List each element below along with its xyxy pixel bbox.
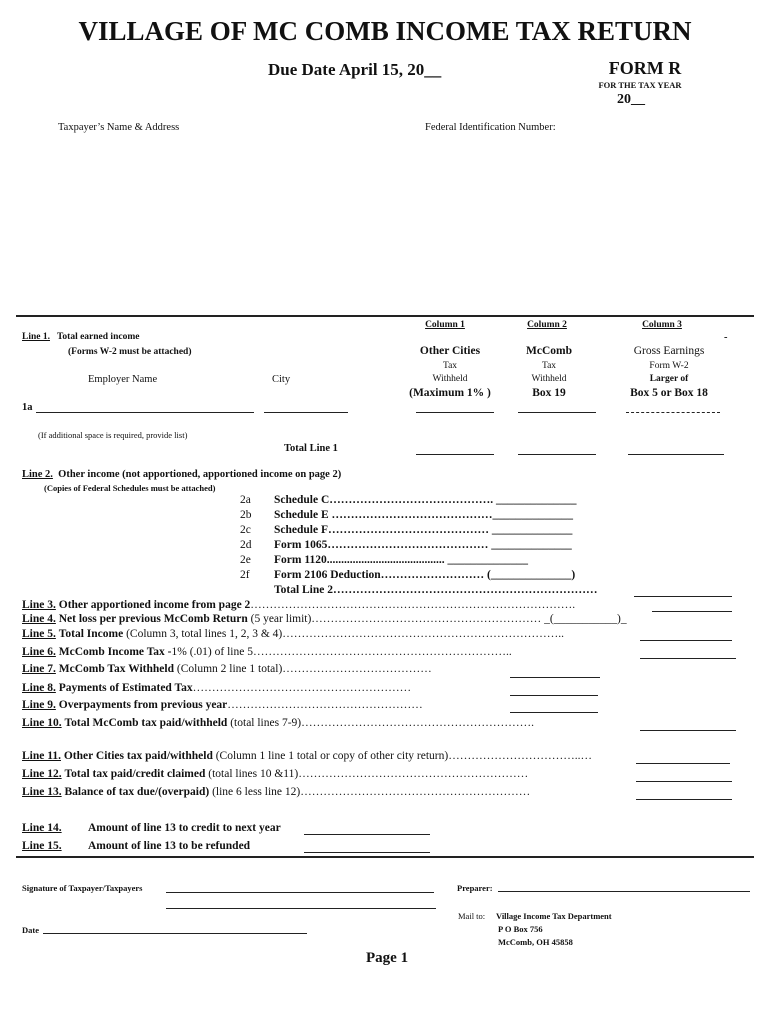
separator-top [16, 315, 754, 317]
line-7-text: McComb Tax Withheld [58, 663, 174, 675]
line-4-text: Net loss per previous McComb Return [58, 613, 248, 625]
line-2b-text[interactable]: Schedule E ……………………………………______________ [274, 509, 574, 521]
line-6-field[interactable] [640, 658, 736, 659]
line-4-label: Line 4. [22, 613, 56, 625]
line-15-label: Line 15. [22, 840, 62, 852]
line-7-row [22, 663, 432, 675]
mail-to-box: P O Box 756 [498, 924, 543, 934]
mail-to-name: Village Income Tax Department [496, 911, 612, 921]
column-3-title: Gross Earnings [633, 345, 705, 357]
line-12-rest: (total lines 10 &11)…………………………………………………… [205, 768, 529, 780]
line-9-rest: …………………………………………… [227, 699, 423, 711]
fein-label: Federal Identification Number: [425, 122, 556, 133]
date-label: Date [22, 925, 39, 935]
line-14-field[interactable] [304, 834, 430, 835]
total-line-1-col3[interactable] [628, 454, 724, 455]
column-3-sub2: Larger of [649, 374, 689, 384]
line-12-text: Total tax paid/credit claimed [64, 768, 206, 780]
column-1-1a-field[interactable] [416, 412, 494, 413]
line-8-row [22, 682, 411, 694]
taxpayer-name-address-label: Taxpayer’s Name & Address [58, 122, 180, 133]
mail-to-city: McComb, OH 45858 [498, 937, 573, 947]
signature-field-2[interactable] [166, 908, 436, 909]
page-number: Page 1 [366, 950, 409, 966]
line-1-row [22, 332, 139, 342]
form-title: VILLAGE OF MC COMB INCOME TAX RETURN [78, 16, 692, 46]
line-2c-text[interactable]: Schedule F…………………………………… ______________ [274, 524, 573, 536]
column-3-heading: Column 3 [642, 320, 682, 330]
line-10-label: Line 10. [22, 717, 62, 729]
due-date: Due Date April 15, 20__ [268, 60, 442, 79]
form-name: FORM R [608, 58, 682, 78]
line-8-rest: ………………………………………………… [192, 682, 412, 694]
line-10-rest: (total lines 7-9)……………………………………………………. [227, 717, 534, 729]
line-10-field[interactable] [640, 730, 736, 731]
line-1-note: (Forms W-2 must be attached) [68, 347, 192, 357]
line-2a-code: 2a [240, 494, 251, 506]
employer-name-field[interactable] [36, 412, 254, 413]
line-2f-code: 2f [240, 569, 250, 581]
line-5-row [22, 628, 564, 640]
column-1-heading: Column 1 [425, 320, 465, 330]
column-3-sub1: Form W-2 [649, 361, 689, 371]
line-3-row [22, 599, 575, 611]
line-14-text: Amount of line 13 to credit to next year [88, 822, 281, 834]
line-11-rest: (Column 1 line 1 total or copy of other city return)……………………………..… [212, 750, 592, 762]
line-11-field[interactable] [636, 763, 730, 764]
column-1-sub2: Withheld [432, 374, 468, 384]
line-9-label: Line 9. [22, 699, 56, 711]
line-2a-text[interactable]: Schedule C……………………………………. ______________ [274, 494, 577, 506]
column-1-sub1: Tax [442, 361, 458, 371]
line-15-field[interactable] [304, 852, 430, 853]
line-5-label: Line 5. [22, 628, 56, 640]
line-12-row [22, 768, 528, 780]
line-5-rest: (Column 3, total lines 1, 2, 3 & 4)……………………………………………………………….. [123, 628, 565, 640]
line-4-row [22, 613, 627, 625]
column-2-title: McComb [526, 345, 572, 357]
column-2-heading: Column 2 [527, 320, 567, 330]
line-9-text: Overpayments from previous year [58, 699, 228, 711]
line-14-label: Line 14. [22, 822, 62, 834]
preparer-label: Preparer: [457, 883, 493, 893]
line-12-label: Line 12. [22, 768, 62, 780]
line-3-text: Other apportioned income from page 2 [58, 599, 251, 611]
line-7-field[interactable] [510, 677, 600, 678]
column-2-sub3: Box 19 [532, 387, 566, 399]
employer-name-label: Employer Name [88, 374, 158, 385]
line-11-text: Other Cities tax paid/withheld [63, 750, 213, 762]
row-1a-label: 1a [22, 402, 33, 413]
additional-space-note: (If additional space is required, provide list) [38, 430, 188, 440]
total-line-1-col2[interactable] [518, 454, 596, 455]
line-2f-text[interactable]: Form 2106 Deduction……………………… (______________) [274, 569, 576, 581]
column-3-sub3: Box 5 or Box 18 [630, 387, 708, 399]
line-13-text: Balance of tax due/(overpaid) [64, 786, 210, 798]
line-12-field[interactable] [636, 781, 732, 782]
line-8-label: Line 8. [22, 682, 56, 694]
line-9-field[interactable] [510, 712, 598, 713]
date-field[interactable] [43, 933, 307, 934]
line-8-text: Payments of Estimated Tax [58, 682, 193, 694]
line-2-text: Other income (not apportioned, apportioned income on page 2) [58, 469, 342, 480]
signature-field[interactable] [166, 892, 434, 893]
for-tax-year: FOR THE TAX YEAR [598, 80, 682, 90]
column-1-sub3: (Maximum 1% ) [409, 387, 491, 399]
line-2-row [22, 469, 341, 480]
line-9-row [22, 699, 423, 711]
taxpayer-info-area[interactable] [22, 140, 752, 310]
tax-year: 20__ [617, 92, 645, 107]
line-15-text: Amount of line 13 to be refunded [88, 840, 251, 852]
line-10-row [22, 717, 534, 729]
line-2d-code: 2d [240, 539, 252, 551]
line-2c-code: 2c [240, 524, 251, 536]
column-3-1a-field[interactable] [626, 412, 720, 413]
line-13-row [22, 786, 530, 798]
line-2d-text[interactable]: Form 1065…………………………………… ______________ [274, 539, 572, 551]
line-5-text: Total Income [58, 628, 124, 640]
total-line-2-field[interactable] [634, 596, 732, 597]
line-2-note: (Copies of Federal Schedules must be attached) [44, 483, 216, 493]
line-2e-text[interactable]: Form 1120......................................... ______________ [274, 554, 528, 566]
line-6-rest: 1% (.01) of line 5………………………………………………………….. [171, 646, 512, 658]
city-label: City [272, 374, 291, 385]
total-line-1-col1[interactable] [416, 454, 494, 455]
total-line-2: Total Line 2…………………………………………………………… [274, 584, 598, 596]
line-2b-code: 2b [240, 509, 252, 521]
line-3-label: Line 3. [22, 599, 56, 611]
line-1-label: Line 1. [22, 332, 50, 342]
total-line-1-label: Total Line 1 [284, 443, 338, 454]
line-7-label: Line 7. [22, 663, 56, 675]
line-5-field[interactable] [640, 640, 732, 641]
column-2-sub2: Withheld [531, 374, 567, 384]
line-11-label: Line 11. [22, 750, 61, 762]
line-2-label: Line 2. [22, 469, 53, 480]
line-1-text: Total earned income [56, 332, 140, 342]
line-7-rest: (Column 2 line 1 total)………………………………… [174, 663, 432, 675]
column-2-sub1: Tax [541, 361, 557, 371]
line-6-row [22, 646, 512, 658]
line-6-label: Line 6. [22, 646, 56, 658]
city-field[interactable] [264, 412, 348, 413]
line-13-field[interactable] [636, 799, 732, 800]
column-1-title: Other Cities [419, 345, 481, 357]
line-2e-code: 2e [240, 554, 251, 566]
line-8-field[interactable] [510, 695, 598, 696]
line-11-row [22, 750, 592, 762]
signature-label: Signature of Taxpayer/Taxpayers [22, 883, 143, 893]
column-3-dash: - [724, 332, 728, 343]
column-2-1a-field[interactable] [518, 412, 596, 413]
separator-bottom [16, 856, 754, 858]
line-4-rest: (5 year limit)…………………………………………………… _(___________)_ [247, 613, 627, 625]
line-3-field[interactable] [652, 611, 732, 612]
line-10-text: Total McComb tax paid/withheld [64, 717, 228, 729]
line-13-label: Line 13. [22, 786, 62, 798]
mail-to-label: Mail to: [458, 911, 486, 921]
line-3-rest: …………………………………………………………………………. [250, 599, 576, 611]
line-13-rest: (line 6 less line 12)…………………………………………………… [209, 786, 531, 798]
preparer-field[interactable] [498, 891, 750, 892]
line-6-text: McComb Income Tax - [58, 646, 172, 658]
